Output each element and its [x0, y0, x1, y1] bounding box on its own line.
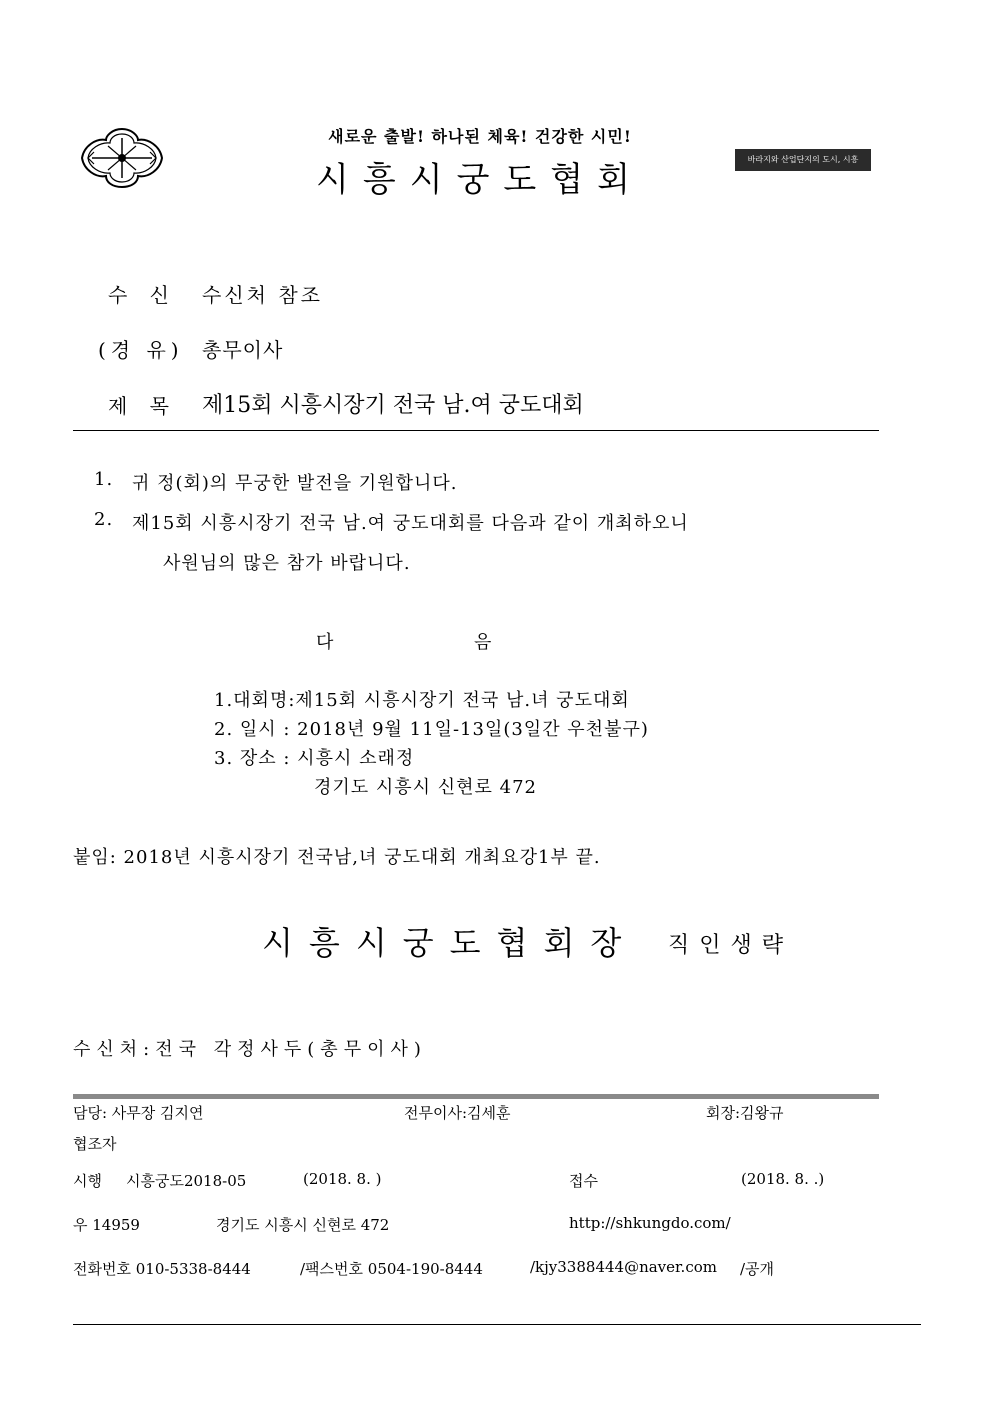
detail-venue: 3. 장소 : 시흥시 소래정	[214, 748, 415, 769]
recipient-label: 수 신	[108, 283, 177, 307]
detail-venue-address: 경기도 시흥시 신현로 472	[314, 777, 538, 798]
postal-code: 우 14959	[73, 1216, 140, 1234]
email-address[interactable]: /kjy3388444@naver.com	[530, 1258, 717, 1276]
execution-label: 시행	[73, 1172, 102, 1190]
signature-seal-omitted: 직인생략	[668, 933, 794, 958]
bottom-rule	[73, 1324, 921, 1325]
phone-number: 전화번호 010-5338-8444	[73, 1260, 251, 1278]
contact-person: 담당: 사무장 김지연	[73, 1104, 204, 1122]
city-badge: 바라지와 산업단지의 도시, 시흥	[735, 149, 871, 171]
subject-value: 제15회 시흥시장기 전국 남.여 궁도대회	[202, 393, 584, 418]
receipt-label: 접수	[569, 1172, 598, 1190]
via-label: (경 유)	[98, 338, 184, 362]
body-line2-number: 2.	[94, 509, 114, 530]
website-link[interactable]: http://shkungdo.com/	[569, 1214, 731, 1232]
subject-divider	[73, 430, 879, 431]
heading-right: 음	[474, 632, 492, 653]
execution-number: 시흥궁도2018-05	[126, 1172, 247, 1190]
cooperator-label: 협조자	[73, 1135, 117, 1153]
president: 회장:김왕규	[706, 1104, 784, 1122]
fax-number: /팩스번호 0504-190-8444	[300, 1260, 483, 1278]
executive-director: 전무이사:김세훈	[404, 1104, 511, 1122]
recipient-value: 수신처 참조	[202, 283, 323, 307]
disclosure-status: /공개	[740, 1260, 775, 1278]
slogan: 새로운 출발! 하나된 체육! 건강한 시민!	[328, 127, 632, 146]
subject-label: 제 목	[108, 394, 177, 418]
execution-date: (2018. 8. )	[303, 1170, 382, 1188]
body-line2: 제15회 시흥시장기 전국 남.여 궁도대회를 다음과 같이 개최하오니	[132, 513, 689, 534]
via-value: 총무이사	[202, 338, 284, 362]
detail-event-name: 1.대회명:제15회 시흥시장기 전국 남.녀 궁도대회	[214, 690, 630, 711]
recipients-list: 수신처:전국 각정사두(총무이사)	[73, 1039, 427, 1060]
body-line3: 사원님의 많은 참가 바랍니다.	[163, 553, 411, 574]
body-line1: 귀 정(회)의 무궁한 발전을 기원합니다.	[132, 473, 458, 494]
attachment: 붙임: 2018년 시흥시장기 전국남,녀 궁도대회 개최요강1부 끝.	[73, 847, 601, 868]
body-line1-number: 1.	[94, 469, 114, 490]
signature-main: 시흥시궁도협회장	[262, 924, 638, 962]
footer-divider	[73, 1094, 879, 1099]
org-title: 시흥시궁도협회	[316, 160, 644, 200]
heading-left: 다	[316, 632, 334, 653]
receipt-date: (2018. 8. .)	[741, 1170, 825, 1188]
office-address: 경기도 시흥시 신현로 472	[216, 1216, 390, 1234]
detail-date: 2. 일시 : 2018년 9월 11일-13일(3일간 우천불구)	[214, 719, 649, 740]
